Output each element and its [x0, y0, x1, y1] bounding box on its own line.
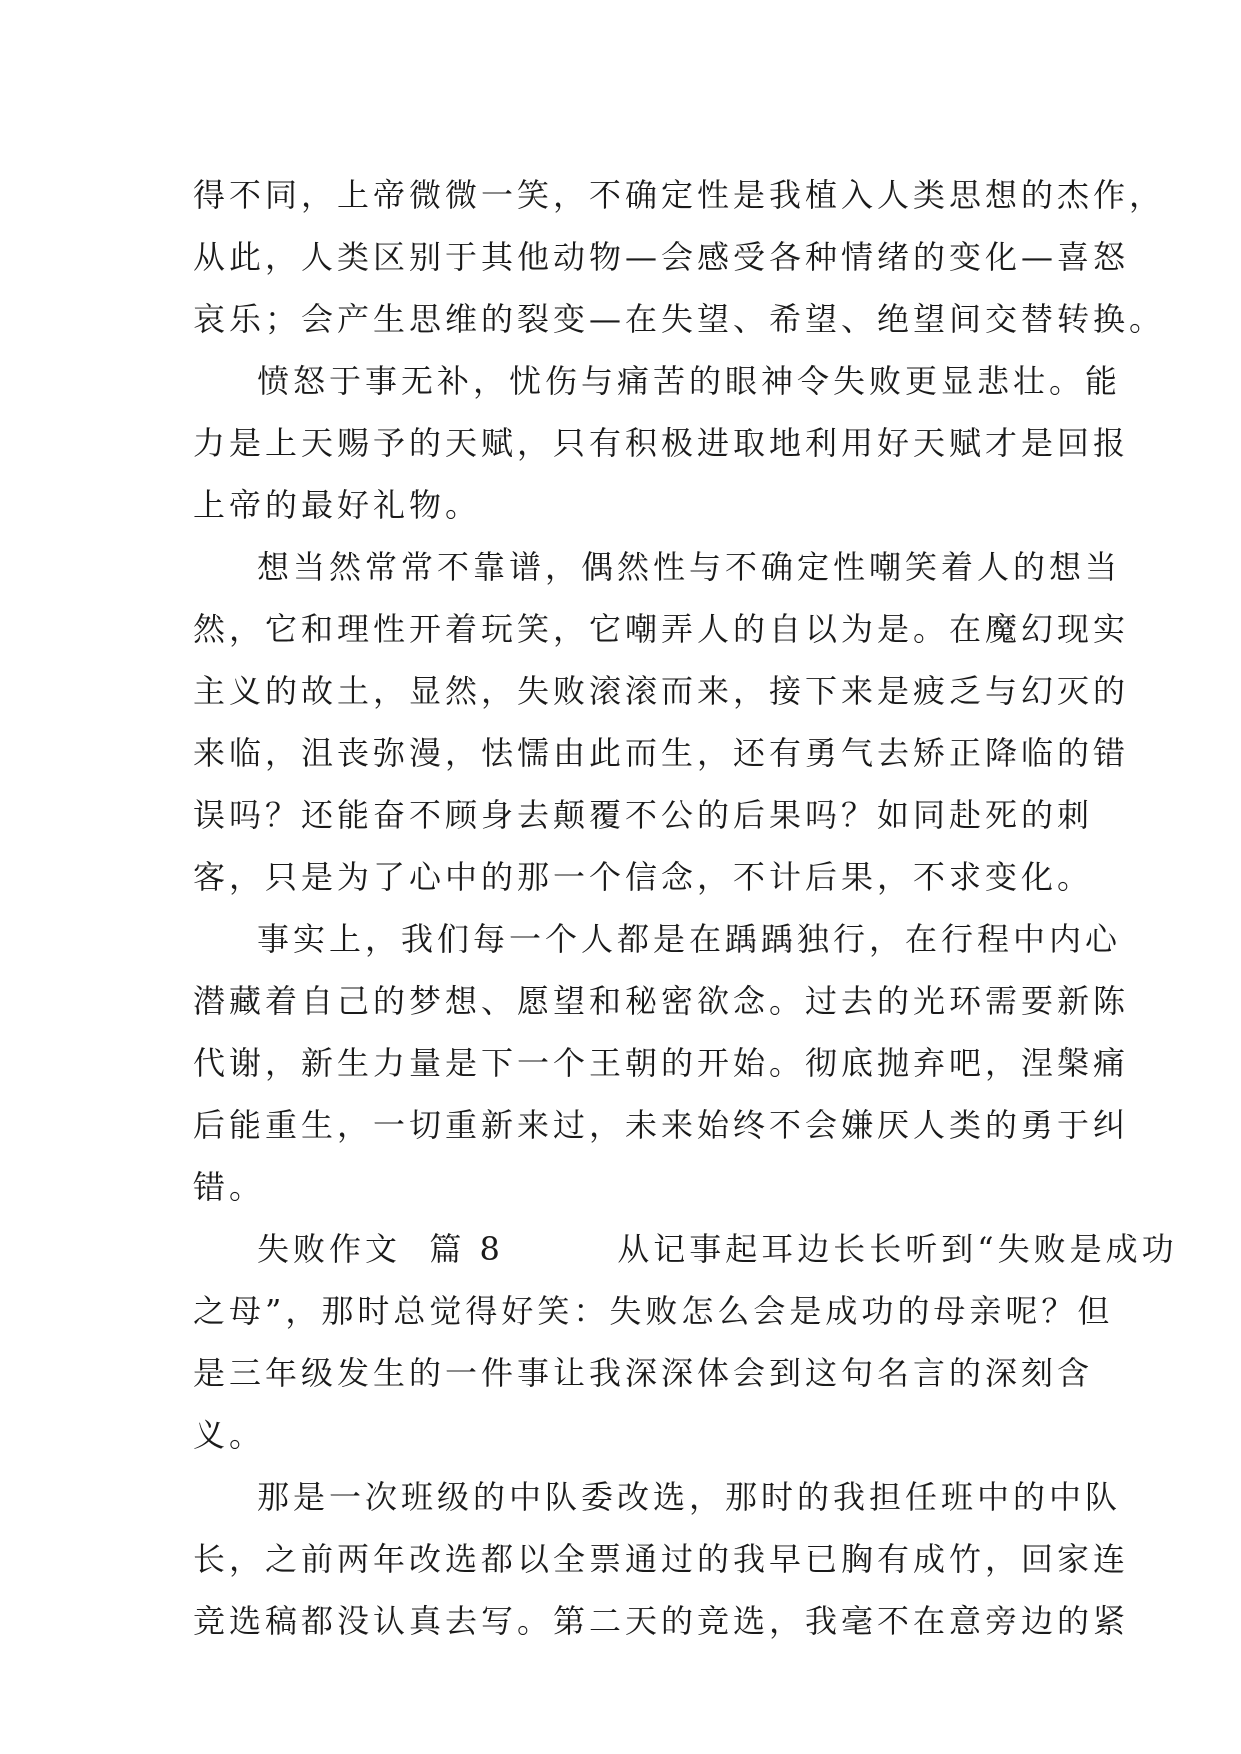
text-line: 愤怒于事无补，忧伤与痛苦的眼神令失败更显悲壮。能 — [257, 362, 1122, 400]
paragraph — [193, 164, 1166, 350]
text-line: 力是上天赐予的天赋，只有积极进取地利用好天赋才是回报 — [193, 424, 1130, 462]
text-line: 然，它和理性开着玩笑，它嘲弄人的自以为是。在魔幻现实 — [193, 610, 1130, 648]
document-body — [193, 164, 1178, 1652]
text-line: 得不同，上帝微微一笑，不确定性是我植入人类思想的杰作， — [193, 176, 1166, 214]
paragraph — [193, 536, 1130, 908]
text-line: 代谢，新生力量是下一个王朝的开始。彻底抛弃吧，涅槃痛 — [193, 1044, 1130, 1082]
text-line: 失败作文 篇 8 从记事起耳边长长听到“失败是成功 — [257, 1230, 1178, 1268]
paragraph — [193, 1466, 1130, 1652]
text-line: 是三年级发生的一件事让我深深体会到这句名言的深刻含 — [193, 1354, 1094, 1392]
text-line: 后能重生，一切重新来过，未来始终不会嫌厌人类的勇于纠 — [193, 1106, 1130, 1144]
text-line: 客，只是为了心中的那一个信念，不计后果，不求变化。 — [193, 858, 1094, 896]
text-line: 错。 — [193, 1168, 266, 1206]
text-line: 潜藏着自己的梦想、愿望和秘密欲念。过去的光环需要新陈 — [193, 982, 1130, 1020]
text-line: 想当然常常不靠谱，偶然性与不确定性嘲笑着人的想当 — [257, 548, 1122, 586]
text-line: 长，之前两年改选都以全票通过的我早已胸有成竹，回家连 — [193, 1540, 1130, 1578]
text-line: 事实上，我们每一个人都是在踽踽独行，在行程中内心 — [257, 920, 1122, 958]
text-line: 来临，沮丧弥漫，怯懦由此而生，还有勇气去矫正降临的错 — [193, 734, 1130, 772]
text-line: 竞选稿都没认真去写。第二天的竞选，我毫不在意旁边的紧 — [193, 1602, 1130, 1640]
paragraph — [193, 350, 1130, 536]
text-line: 误吗？还能奋不顾身去颠覆不公的后果吗？如同赴死的刺 — [193, 796, 1094, 834]
text-line: 上帝的最好礼物。 — [193, 486, 482, 524]
text-line: 那是一次班级的中队委改选，那时的我担任班中的中队 — [257, 1478, 1122, 1516]
paragraph — [193, 908, 1130, 1218]
text-line: 主义的故土，显然，失败滚滚而来，接下来是疲乏与幻灭的 — [193, 672, 1130, 710]
text-line: 哀乐；会产生思维的裂变—在失望、希望、绝望间交替转换。 — [193, 300, 1166, 338]
text-line: 义。 — [193, 1416, 266, 1454]
text-line: 之母”，那时总觉得好笑：失败怎么会是成功的母亲呢？但 — [193, 1292, 1114, 1330]
paragraph — [193, 1218, 1178, 1466]
text-line: 从此，人类区别于其他动物—会感受各种情绪的变化—喜怒 — [193, 238, 1130, 276]
